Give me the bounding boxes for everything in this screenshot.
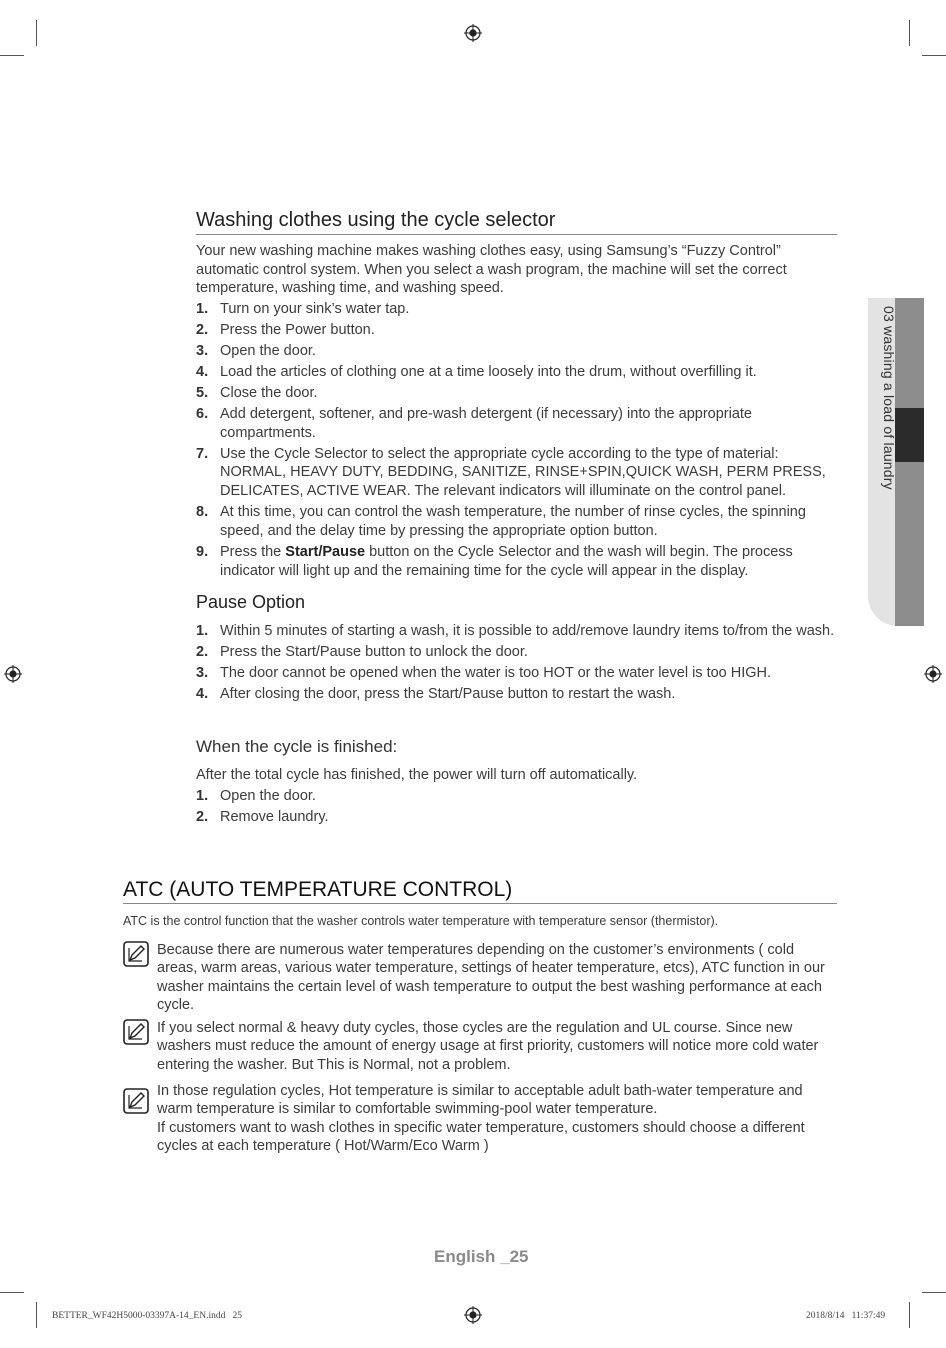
step-text: Open the door. (220, 343, 316, 359)
step-number: 5. (196, 385, 209, 401)
list-item (196, 664, 836, 683)
date-slug: 2018/8/14 11:37:49 (806, 1311, 886, 1321)
step-text: Within 5 minutes of starting a wash, it is possible to add/remove laundry items to/from the wash. (220, 623, 835, 639)
list-item (196, 622, 836, 641)
step-number: 4. (196, 364, 209, 380)
note-icon (123, 941, 149, 967)
crop-mark (922, 55, 946, 56)
step-number: 1. (196, 788, 209, 804)
list-item (196, 363, 836, 382)
page-number: English _25 (434, 1247, 529, 1266)
list-item (196, 543, 836, 580)
step-number: 3. (196, 343, 209, 359)
pause-steps-list (196, 622, 836, 706)
note-text-line: In those regulation cycles, Hot temperature is similar to acceptable adult bath-water temperature and warm temperature is similar to comfortable swimming-pool water temperature. (157, 1083, 803, 1118)
step-number: 2. (196, 809, 209, 825)
note-text: Because there are numerous water temperatures depending on the customer’s environments ( cold areas, warm areas, various water temperature, settings of heater temperature, etcs), ATC function in our washer maintains the certain level of wash temperature to output the best washing performance at each cycle. (157, 942, 825, 1014)
list-item (196, 808, 836, 827)
wash-steps-list (196, 300, 836, 583)
step-text: Close the door. (220, 385, 318, 401)
crop-mark (922, 1292, 946, 1293)
list-item (196, 321, 836, 340)
step-number: 4. (196, 686, 209, 702)
section-intro: Your new washing machine makes washing clothes easy, using Samsung’s “Fuzzy Control” automatic control system. When you select a wash program, the machine will set the correct temperature, washing time, and washing speed. (196, 243, 787, 297)
note-text: If you select normal & heavy duty cycles, those cycles are the regulation and UL course. Since new washers must reduce the amount of energy usage at first priority, customers will notice more cold water entering the washer. But This is Normal, not a problem. (157, 1020, 819, 1073)
note-icon (123, 1088, 149, 1114)
step-text: Remove laundry. (220, 809, 329, 825)
list-item (196, 787, 836, 806)
chapter-tab-marker (895, 408, 924, 462)
crop-mark (909, 20, 910, 46)
step-text: Open the door. (220, 788, 316, 804)
step-text: Turn on your sink’s water tap. (220, 301, 410, 317)
crop-mark (36, 1302, 37, 1328)
step-text-before: Press the (220, 543, 286, 560)
step-text-after: button on the Cycle Selector and the wash will begin. The process indicator will light up and the remaining time for the cycle will appear in the display. (220, 543, 793, 579)
list-item (196, 300, 836, 319)
chapter-tab-label: 03 washing a load of laundry (881, 306, 897, 490)
step-text: After closing the door, press the Start/Pause button to restart the wash. (220, 686, 676, 702)
finished-steps-list (196, 787, 836, 829)
note-icon (123, 1019, 149, 1045)
registration-mark-icon (464, 24, 482, 42)
step-number: 2. (196, 644, 209, 660)
step-number: 1. (196, 623, 209, 639)
crop-mark (36, 20, 37, 46)
step-number: 7. (196, 445, 209, 462)
step-number: 6. (196, 406, 209, 422)
step-number: 2. (196, 322, 209, 338)
step-number: 9. (196, 543, 209, 560)
atc-intro: ATC is the control function that the washer controls water temperature with temperature sensor (thermistor). (123, 914, 719, 928)
step-text: Press the Power button. (220, 322, 375, 338)
list-item (196, 445, 836, 501)
pause-option-title: Pause Option (196, 592, 306, 612)
section-title: Washing clothes using the cycle selector (196, 209, 837, 235)
step-text: At this time, you can control the wash temperature, the number of rinse cycles, the spinning speed, and the delay time by pressing the appropriate option button. (220, 504, 806, 539)
step-text: Press the Start/Pause button to unlock the door. (220, 644, 528, 660)
step-text: Use the Cycle Selector to select the appropriate cycle according to the type of material: NORMAL, HEAVY DUTY, BEDDING, SANITIZE, RINSE+SPIN,QUICK WASH, PERM PRESS, DELICATES, ACTIVE WEAR. The relevant indicators will illuminate on the control panel. (220, 445, 826, 500)
list-item (196, 405, 836, 442)
cycle-finished-intro: After the total cycle has finished, the power will turn off automatically. (196, 767, 638, 783)
registration-mark-icon (924, 665, 942, 683)
note-3 (123, 1082, 838, 1158)
step-number: 8. (196, 504, 209, 521)
list-item (196, 342, 836, 361)
step-text: The door cannot be opened when the water is too HOT or the water level is too HIGH. (220, 665, 772, 681)
note-1 (123, 941, 838, 1013)
step-text: Load the articles of clothing one at a time loosely into the drum, without overfilling it. (220, 364, 757, 380)
chapter-tab-bar (895, 298, 924, 626)
list-item (196, 384, 836, 403)
step-text: Add detergent, softener, and pre-wash detergent (if necessary) into the appropriate compartments. (220, 406, 752, 441)
atc-title: ATC (AUTO TEMPERATURE CONTROL) (123, 878, 837, 904)
step-number: 1. (196, 301, 209, 317)
registration-mark-icon (4, 665, 22, 683)
list-item (196, 685, 836, 704)
crop-mark (909, 1302, 910, 1328)
cycle-finished-title: When the cycle is finished: (196, 737, 398, 756)
step-number: 3. (196, 665, 209, 681)
crop-mark (0, 55, 24, 56)
note-2 (123, 1019, 838, 1075)
note-text (157, 1082, 837, 1156)
registration-mark-icon (464, 1306, 482, 1324)
file-slug: BETTER_WF42H5000-03397A-14_EN.indd 25 (52, 1311, 242, 1321)
note-text-line: If customers want to wash clothes in specific water temperature, customers should choose a different cycles at each temperature ( Hot/Warm/Eco Warm ) (157, 1119, 805, 1155)
start-pause-label: Start/Pause (285, 543, 366, 560)
list-item (196, 503, 836, 540)
crop-mark (0, 1292, 24, 1293)
list-item (196, 643, 836, 662)
